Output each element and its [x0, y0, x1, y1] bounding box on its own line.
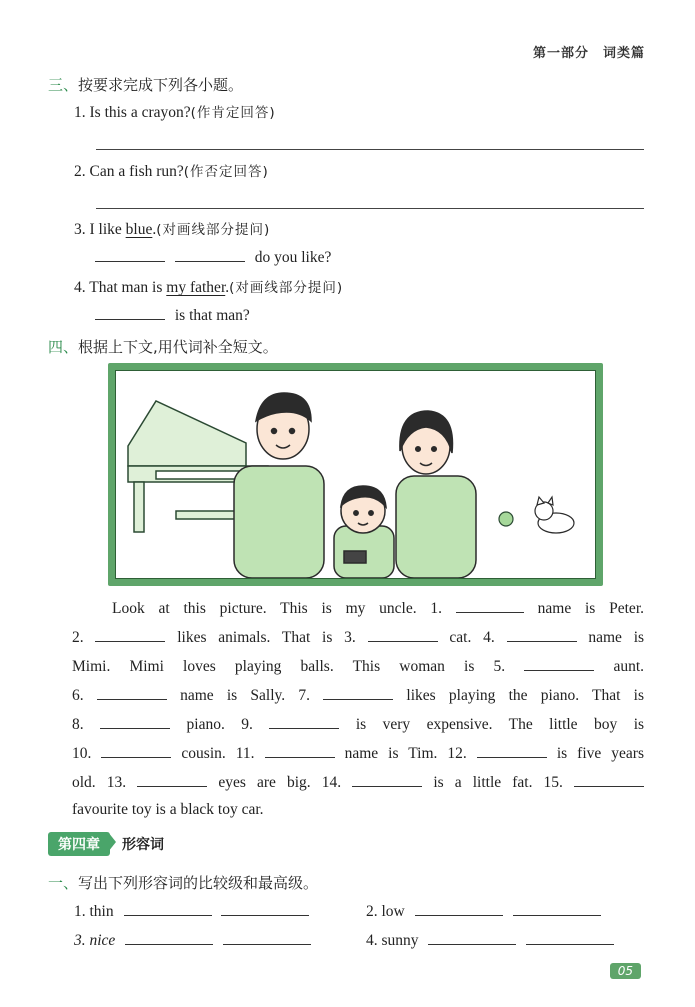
answer-blank[interactable]	[95, 247, 165, 262]
passage-line-6	[72, 743, 644, 763]
section-3-title: 按要求完成下列各小题。	[78, 76, 244, 94]
question-hint: (作肯定回答)	[190, 105, 276, 121]
blank-11[interactable]	[265, 743, 335, 758]
adjective-item-2	[366, 901, 601, 921]
superlative-blank[interactable]	[221, 901, 309, 916]
passage-line-4	[72, 685, 644, 705]
question-hint: (对画线部分提问)	[229, 280, 344, 296]
comparative-blank[interactable]	[125, 930, 213, 945]
superlative-blank[interactable]	[513, 901, 601, 916]
comparative-blank[interactable]	[428, 930, 516, 945]
passage-text: 6.	[72, 687, 84, 704]
question-3-4	[74, 276, 343, 297]
section-3-number: 三、	[48, 76, 79, 94]
passage-text: 10.	[72, 745, 92, 762]
underlined-word: my father	[166, 279, 226, 296]
question-3-1	[74, 101, 276, 122]
section-1-heading	[48, 872, 318, 893]
blank-8[interactable]	[100, 714, 170, 729]
passage-text: favourite toy is a black toy car.	[72, 801, 264, 818]
page-header: 第一部分 词类篇	[532, 46, 645, 61]
passage-text: name is Tim. 12.	[344, 745, 467, 762]
question-text: 4. That man is	[74, 279, 167, 296]
chapter-title: 形容词	[122, 837, 164, 853]
passage-text: cat. 4.	[449, 629, 495, 646]
passage-text: cousin. 11.	[181, 745, 255, 762]
boy-figure	[334, 486, 394, 578]
passage-text: name is	[588, 629, 645, 646]
blank-2[interactable]	[95, 627, 165, 642]
answer-row-3	[95, 247, 331, 267]
question-text: .	[152, 221, 157, 238]
passage-text: is very expensive. The little boy is	[355, 716, 645, 733]
blank-13[interactable]	[137, 772, 207, 787]
cat-icon	[535, 497, 574, 533]
blank-1[interactable]	[456, 598, 524, 613]
answer-line-1[interactable]	[96, 149, 644, 150]
section-3-heading	[48, 74, 243, 95]
superlative-blank[interactable]	[223, 930, 311, 945]
answer-tail: do you like?	[254, 249, 332, 266]
passage-line-7	[72, 772, 644, 792]
question-text: .	[225, 279, 230, 296]
question-hint: (作否定回答)	[183, 164, 269, 180]
adjective-item-4	[366, 930, 614, 950]
passage-line-8	[72, 801, 264, 819]
uncle-figure	[234, 393, 324, 578]
blank-7[interactable]	[323, 685, 393, 700]
section-4-number: 四、	[48, 338, 79, 356]
ball-icon	[499, 512, 513, 526]
underlined-word: blue	[125, 221, 153, 238]
adjective-label: 2. low	[366, 903, 405, 920]
adjective-item-1	[74, 901, 309, 921]
question-hint: (对画线部分提问)	[156, 222, 271, 238]
illustration	[115, 370, 596, 579]
adjective-item-3	[74, 930, 311, 950]
chapter-heading	[48, 832, 164, 855]
answer-row-4	[95, 305, 250, 325]
blank-3[interactable]	[368, 627, 438, 642]
passage-text: Look at this picture. This is my uncle. 1.	[112, 600, 443, 617]
illustration-frame	[108, 363, 603, 586]
adjective-label: 3. nice	[74, 932, 116, 949]
comparative-blank[interactable]	[415, 901, 503, 916]
passage-text: name is Sally. 7.	[180, 687, 310, 704]
comparative-blank[interactable]	[124, 901, 212, 916]
blank-15[interactable]	[574, 772, 644, 787]
question-3-3	[74, 218, 270, 239]
passage-text: eyes are big. 14.	[218, 774, 342, 791]
blank-4[interactable]	[507, 627, 577, 642]
chapter-badge: 第四章	[48, 832, 110, 856]
passage-text: is a little fat. 15.	[433, 774, 563, 791]
blank-9[interactable]	[269, 714, 339, 729]
page-number: 05	[610, 963, 641, 979]
passage-line-1	[112, 598, 644, 618]
passage-line-2	[72, 627, 644, 647]
passage-text: name is Peter.	[537, 600, 644, 617]
passage-text: likes playing the piano. That is	[406, 687, 644, 704]
blank-14[interactable]	[352, 772, 422, 787]
passage-text: aunt.	[613, 658, 645, 675]
passage-text: likes animals. That is 3.	[177, 629, 356, 646]
section-1-title: 写出下列形容词的比较级和最高级。	[78, 874, 319, 892]
adjective-label: 1. thin	[74, 903, 114, 920]
passage-text: old. 13.	[72, 774, 127, 791]
passage-text: 8.	[72, 716, 84, 733]
aunt-figure	[396, 411, 476, 578]
blank-6[interactable]	[97, 685, 167, 700]
section-1-number: 一、	[48, 874, 79, 892]
adjective-label: 4. sunny	[366, 932, 419, 949]
superlative-blank[interactable]	[526, 930, 614, 945]
passage-text: is five years	[556, 745, 644, 762]
family-picture	[116, 371, 595, 578]
passage-text: piano. 9.	[186, 716, 253, 733]
blank-10[interactable]	[101, 743, 171, 758]
question-text: 2. Can a fish run?	[74, 163, 184, 180]
passage-line-5	[72, 714, 644, 734]
blank-5[interactable]	[524, 656, 594, 671]
question-text: 1. Is this a crayon?	[74, 104, 191, 121]
answer-tail: is that man?	[174, 307, 250, 324]
question-text: 3. I like	[74, 221, 126, 238]
answer-blank[interactable]	[95, 305, 165, 320]
blank-12[interactable]	[477, 743, 547, 758]
answer-blank[interactable]	[175, 247, 245, 262]
section-4-title: 根据上下文,用代词补全短文。	[78, 338, 278, 356]
passage-text: Mimi. Mimi loves playing balls. This woman is 5.	[72, 658, 506, 675]
passage-line-3	[72, 656, 644, 676]
answer-line-2[interactable]	[96, 208, 644, 209]
question-3-2	[74, 160, 269, 181]
section-4-heading	[48, 336, 278, 357]
passage-text: 2.	[72, 629, 84, 646]
